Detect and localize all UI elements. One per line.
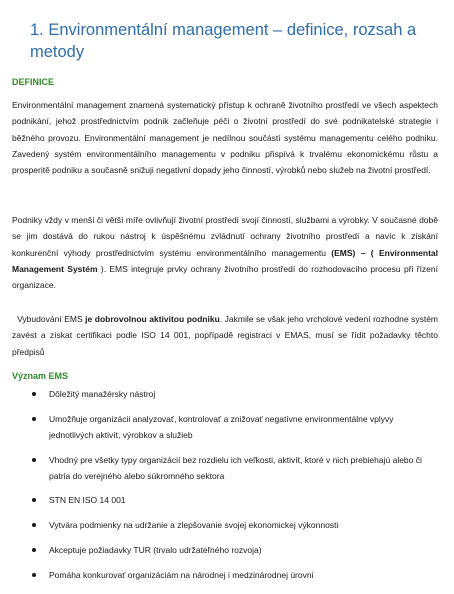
definice-paragraph-1: Environmentální management znamená systematický přístup k ochraně životního prostředí ve všech aspektech podnikání, jehož prostřednictvím podnik začleňuje péči o životní prostředí do své podnikatelské strategie i běžného provozu. Environmentální management je nedílnou součástí systému managementu celého podniku. Zavedený systém environmentálního managementu v podniku přispívá k trvalému ekonomickému růstu a prosperitě podniku a současně snižuji negativní dopady jeho činností, výrobků nebo služeb na životní prostředí.	[12, 100, 438, 176]
bullet-icon	[32, 573, 36, 577]
list-item-text: Akceptuje požiadavky TUR (trvalo udržateľného rozvoja)	[49, 545, 262, 555]
list-item-text: Vhodný pre všetky typy organizácií bez rozdielu ich veľkosti, aktivít, ktoré v nich prebiehajú alebo či patria do verejného alebo súkromného sektora	[49, 455, 422, 481]
paragraph-3-bold: je dobrovolnou aktivitou podniku	[85, 314, 220, 324]
list-item-text: Umožňuje organizácii analyzovať, kontrolovať a znižovať negatívne environmentálne vplyvy jednotlivých aktivít, výrobkov a služieb	[49, 414, 394, 440]
paragraph-2-bold: (EMS) – ( Environmental Management Systém	[12, 247, 438, 274]
paragraph-3-text-b: . Jakmile se však jeho vrcholové vedení rozhodne systém zavést a získat certifikaci podle ISO 14 001, popřípadě registraci v EMAS, musí se řídit požadavky těchto předpisů	[12, 314, 439, 357]
page-title: 1. Environmentální management – definice, rozsah a metody	[30, 21, 417, 61]
list-item-text: Pomáha konkurovať organizáciám na národnej i medzinárodnej úrovni	[49, 570, 314, 580]
paragraph-2-text-a: Podniky vždy v menší či větší míře ovlivňují životní prostředí svojí činností, službami a výrobky. V současné době se jim dostává do rukou nástroj k úspěšnému zvládnutí ochrany životního prostředí a navíc k získání konkurenční výhody prostřednictvím systému environmentálního managementu	[12, 215, 438, 258]
list-item-text: STN EN ISO 14 001	[49, 495, 126, 505]
bullet-icon	[32, 458, 36, 462]
bullet-icon	[32, 498, 36, 502]
vyznam-heading: Význam EMS	[12, 371, 69, 381]
paragraph-3-text-a: Vybudování EMS	[17, 314, 86, 324]
definice-heading: DEFINICE	[12, 77, 55, 87]
paragraph-2-text-b: ). EMS integruje prvky ochrany životního prostředí do rozhodovacího procesu při řízení organizace.	[12, 263, 438, 291]
definice-paragraph-2	[12, 212, 438, 293]
bullet-icon	[32, 392, 36, 396]
list-item-text: Dôležitý manažérsky nástroj	[49, 389, 156, 399]
list-item-text: Vytvára podmienky na udržanie a zlepšovanie svojej ekonomickej výkonnosti	[49, 520, 339, 530]
bullet-icon	[32, 417, 36, 421]
bullet-icon	[32, 548, 36, 552]
bullet-icon	[32, 523, 36, 527]
definice-paragraph-3	[12, 311, 438, 360]
